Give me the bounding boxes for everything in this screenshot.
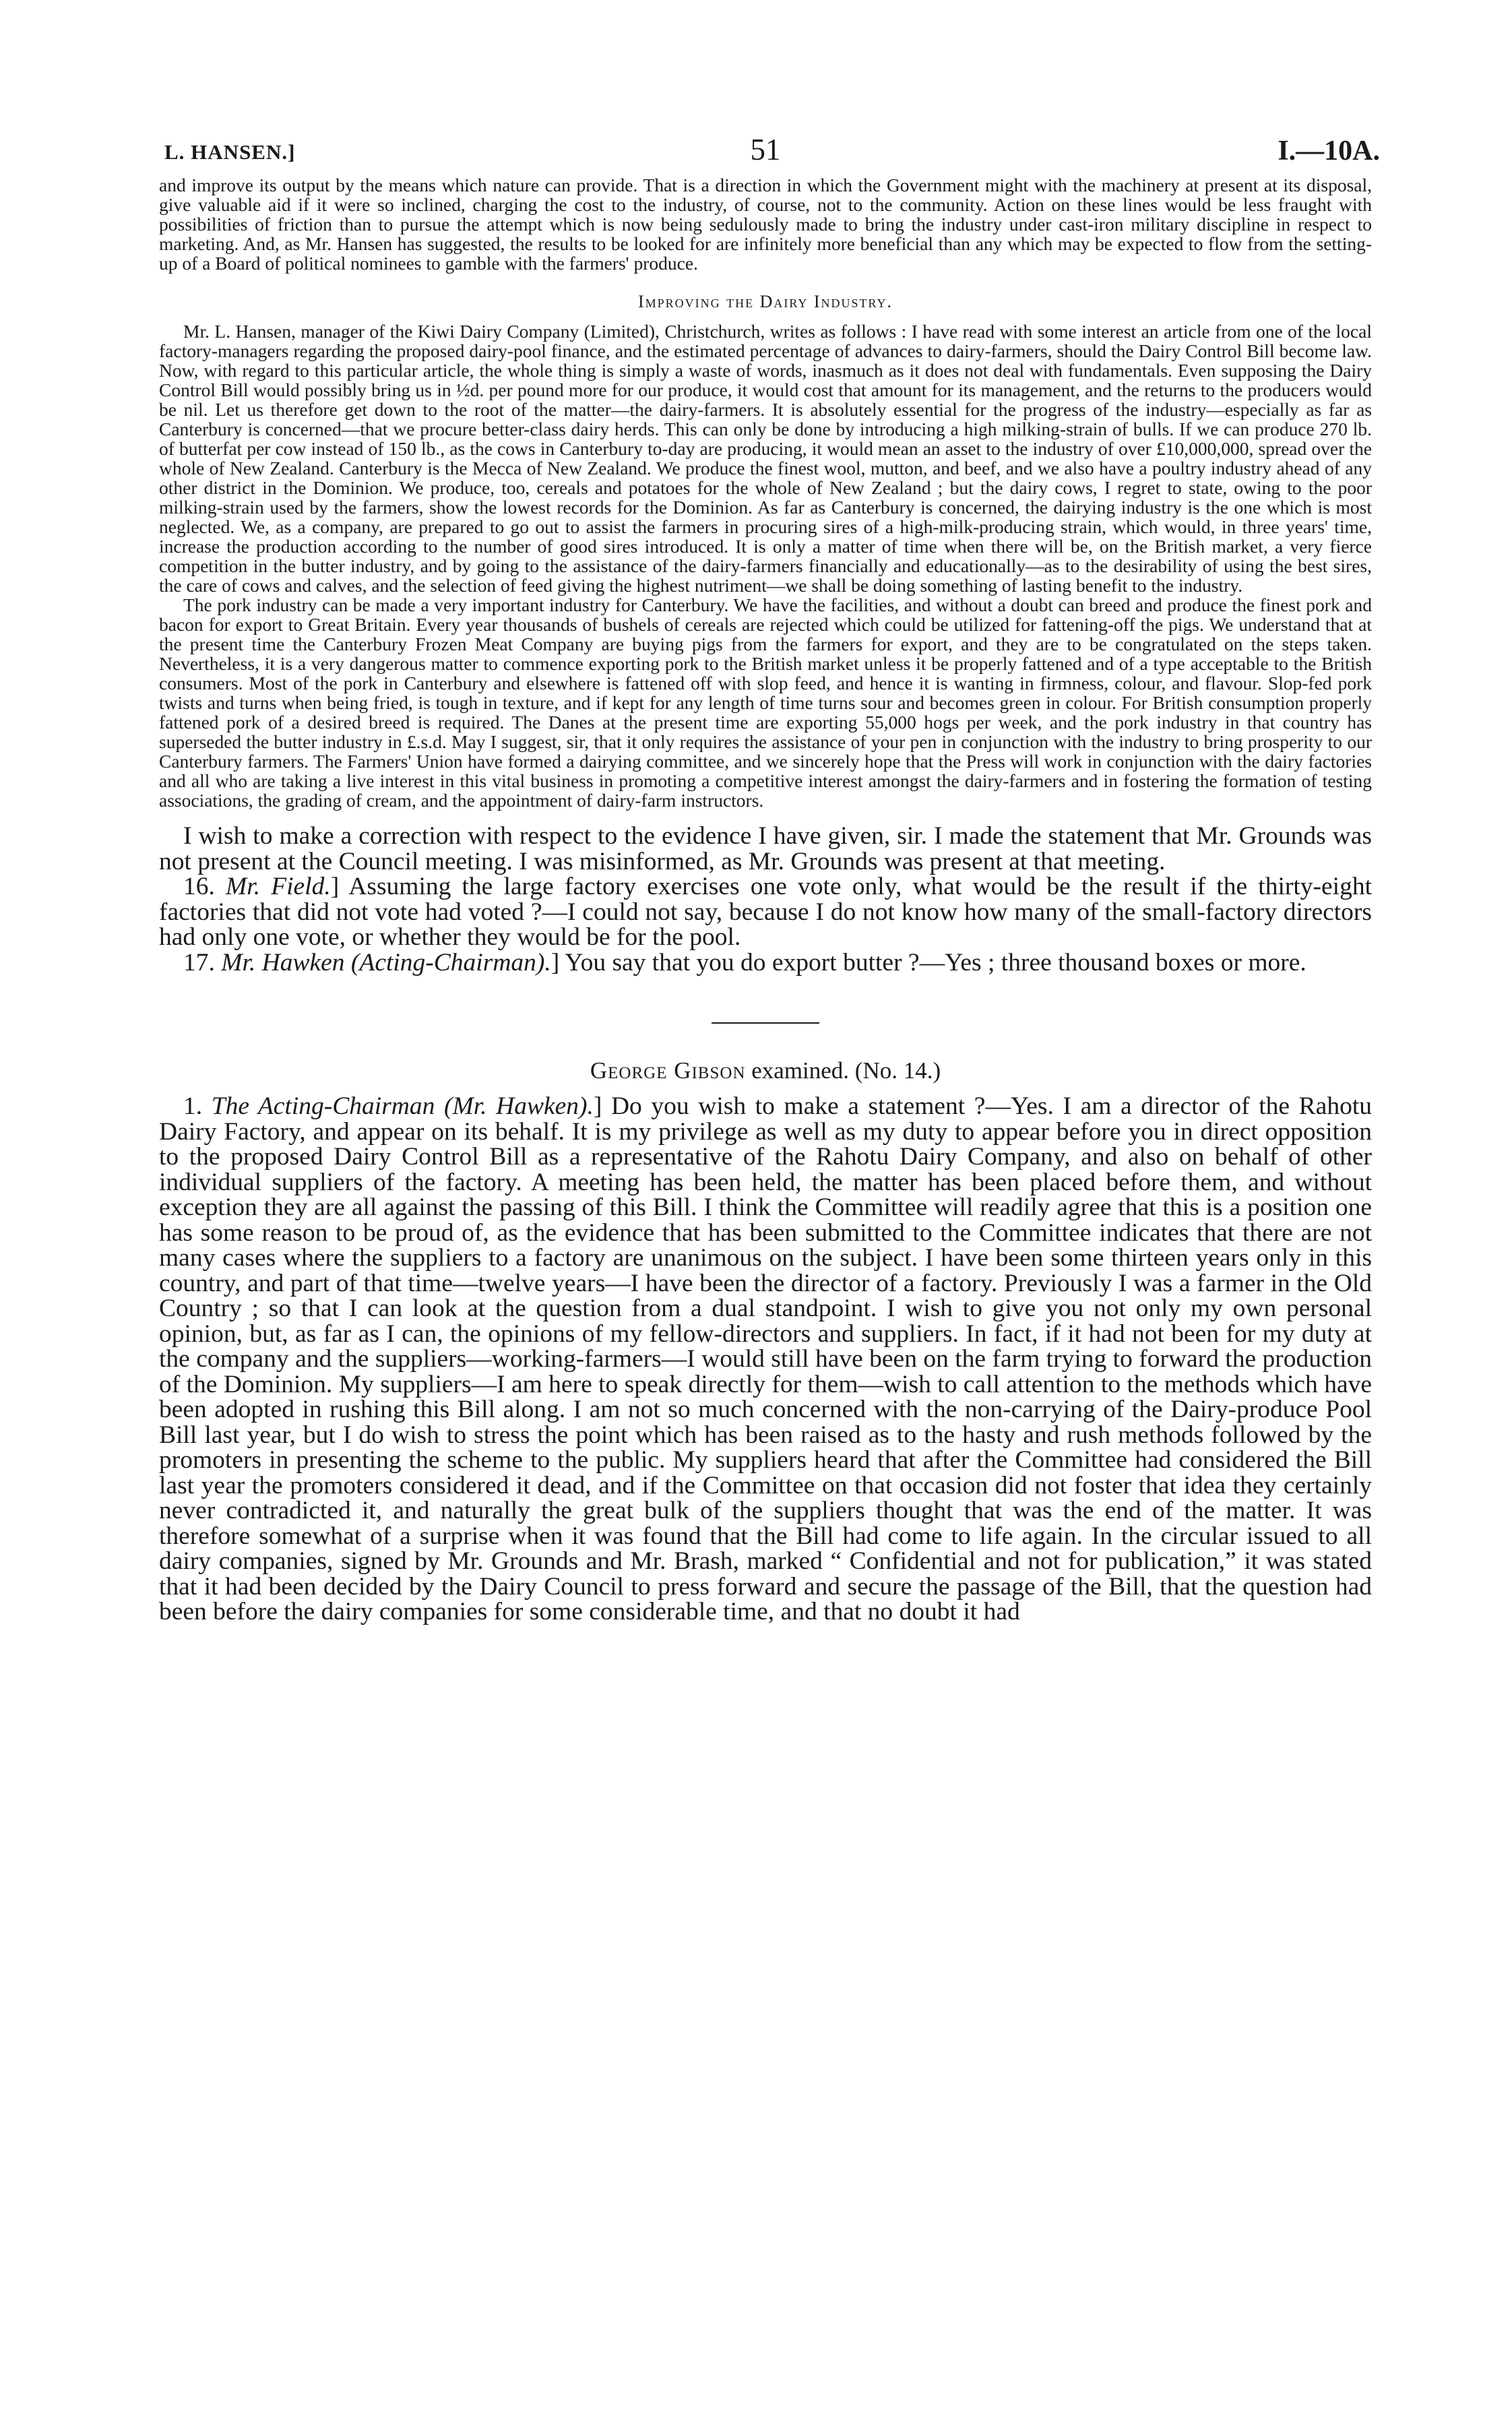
evidence-text: ] Assuming the large factory exercises one vote only, what would be the result if the thirty-eight factories that did not vote had voted ?—I could not say, because I do not know how many of the small-factory directors had only one vote, or whether they would be for the pool. <box>159 873 1372 951</box>
question-number: 16. <box>183 873 215 900</box>
page-number: 51 <box>750 133 781 166</box>
section-divider <box>712 1022 819 1024</box>
section-paragraph: The pork industry can be made a very important industry for Canterbury. We have the facilities, and without a doubt can breed and produce the finest pork and bacon for export to Great Britain. Every year thousands of bushels of cereals are rejected which could be utilized for fattening-off the pigs. We understand that at the present time the Canterbury Frozen Meat Company are buying pigs from the farmers for export, and they are to be congratulated on the steps taken. Nevertheless, it is a very dangerous matter to commence exporting pork to the British market unless it be properly fattened and of a type acceptable to the British consumers. Most of the pork in Canterbury and elsewhere is fattened off with slop feed, and hence it is wanting in firmness, colour, and flavour. Slop-fed pork twists and turns when being fried, is tough in texture, and if kept for any length of time turns sour and becomes green in colour. For British consumption properly fattened pork of a desired breed is required. The Danes at the present time are exporting 55,000 hogs per week, and the pork industry in that country has superseded the butter industry in £.s.d. May I suggest, sir, that it only requires the assistance of your pen in conjunction with the industry to bring prosperity to our Canterbury farmers. The Farmers' Union have formed a dairying committee, and we sincerely hope that the Press will work in conjunction with the dairy factories and all who are taking a live interest in this vital business in promoting a competitive interest amongst the dairy-farmers and in fostering the formation of testing associations, the grading of cream, and the appointment of dairy-farm instructors. <box>159 594 1372 811</box>
question-number: 17. <box>183 948 215 976</box>
section-heading: Improving the Dairy Industry. <box>637 292 893 311</box>
evidence-text: ] Do you wish to make a statement ?—Yes. I am a director of the Rahotu Dairy Factory, and appear on its behalf. It is my privilege as well as my duty to appear before you in direct opposition to the proposed Dairy Control Bill as a representative of the Rahotu Dairy Company, and also on behalf of other individual suppliers of the factory. A meeting has been held, the matter has been placed before them, and without exception they are all against the passing of this Bill. I think the Committee will readily agree that this is a position one has some reason to be proud of, as the evidence that has been submitted to the Committee indicates that there are not many cases where the suppliers to a factory are unanimous on the subject. I have been some thirteen years only in this country, and part of that time—twelve years—I have been the director of a factory. Previously I was a farmer in the Old Country ; so that I can look at the question from a dual standpoint. I wish to give you not only my own personal opinion, but, as far as I can, the opinions of my fellow-directors and suppliers. In fact, if it had not been for my duty at the company and the suppliers—working-farmers—I would still have been on the farm trying to forward the production of the Dominion. My suppliers—I am here to speak directly for them—wish to call attention to the methods which have been adopted in rushing this Bill along. I am not so much concerned with the non-carrying of the Dairy-produce Pool Bill last year, but I do wish to stress the point which has been raised as to the hasty and rush methods followed by the promoters in presenting the scheme to the public. My suppliers heard that after the Committee had considered the Bill last year the promoters considered it dead, and if the Committee on that occasion did not foster that idea they certainly never contradicted it, and naturally the great bulk of the suppliers thought that was the end of the matter. It was therefore somewhat of a surprise when it was found that the Bill had come to life again. In the circular issued to all dairy companies, signed by Mr. Grounds and Mr. Brash, marked “ Confidential and not for publication,” it was stated that it had been decided by the Dairy Council to press forward and secure the passage of the Bill, that the question had been before the dairy companies for some considerable time, and that no doubt it had <box>159 1092 1372 1625</box>
gibson-statement <box>159 1094 1372 1625</box>
speaker-name: Mr. Hawken (Acting-Chairman). <box>221 948 551 976</box>
document-page <box>159 128 1380 1625</box>
witness-name: George Gibson <box>590 1057 746 1084</box>
evidence-text: ] You say that you do export butter ?—Yes ; three thousand boxes or more. <box>550 948 1306 976</box>
evidence-paragraph <box>159 874 1372 950</box>
examination-label: examined. (No. 14.) <box>751 1057 941 1084</box>
question-number: 1. <box>183 1092 203 1120</box>
speaker-name: The Acting-Chairman (Mr. Hawken). <box>211 1092 594 1120</box>
evidence-text: I wish to make a correction with respect to the evidence I have given, sir. I made the statement that Mr. Grounds was not present at the Council meeting. I was misinformed, as Mr. Grounds was present at that meeting. <box>159 822 1372 875</box>
section-paragraph: Mr. L. Hansen, manager of the Kiwi Dairy Company (Limited), Christchurch, writes as follows : I have read with some interest an article from one of the local factory-managers regarding the proposed dairy-pool finance, and the estimated percentage of advances to dairy-farmers, should the Dairy Control Bill become law. Now, with regard to this particular article, the whole thing is simply a waste of words, inasmuch as it does not deal with fundamentals. Even supposing the Dairy Control Bill would possibly bring us in ½d. per pound more for our produce, it would cost that amount for its management, and the returns to the producers would be nil. Let us therefore get down to the root of the matter—the dairy-farmers. It is absolutely essential for the progress of the industry—especially as far as Canterbury is concerned—that we procure better-class dairy herds. This can only be done by introducing a high milking-strain of bulls. If we can produce 270 lb. of butterfat per cow instead of 150 lb., as the cows in Canterbury to-day are producing, it would mean an asset to the industry of over £10,000,000, spread over the whole of New Zealand. Canterbury is the Mecca of New Zealand. We produce the finest wool, mutton, and beef, and we also have a poultry industry ahead of any other district in the Dominion. We produce, too, cereals and potatoes for the whole of New Zealand ; but the dairy cows, I regret to state, owing to the poor milking-strain used by the farmers, show the lowest records for the Dominion. As far as Canterbury is concerned, the dairying industry is the one which is most neglected. We, as a company, are prepared to go out to assist the farmers in procuring sires of a high-milk-producing strain, which would, in three years' time, increase the production according to the number of good sires introduced. It is only a matter of time when there will be, on the British market, a very fierce competition in the butter industry, and by going to the assistance of the dairy-farmers financially and educationally—as to the desirability of using the best sires, the care of cows and calves, and the selection of feed giving the highest nutriment—we shall be doing something of lasting benefit to the industry. <box>159 321 1372 596</box>
witness-name-header: L. HANSEN.] <box>164 140 296 164</box>
document-reference: I.—10A. <box>1278 135 1380 166</box>
examination-heading <box>159 1057 1372 1084</box>
evidence-paragraph <box>159 950 1372 976</box>
speaker-name: Mr. Field. <box>226 873 331 900</box>
intro-paragraph: and improve its output by the means which nature can provide. That is a direction in which the Government might with the machinery at present at its disposal, give valuable aid if it were so inclined, charging the cost to the industry, of course, not to the community. Action on these lines would be less fraught with possibilities of friction than to pursue the attempt which is now being sedulously made to bring the industry under cast-iron military discipline in respect to marketing. And, as Mr. Hansen has suggested, the results to be looked for are infinitely more beneficial than any which may be expected to flow from the setting-up of a Board of political nominees to gamble with the farmers' produce. <box>159 175 1372 274</box>
page-header <box>159 128 1380 175</box>
evidence-paragraph <box>159 824 1372 874</box>
